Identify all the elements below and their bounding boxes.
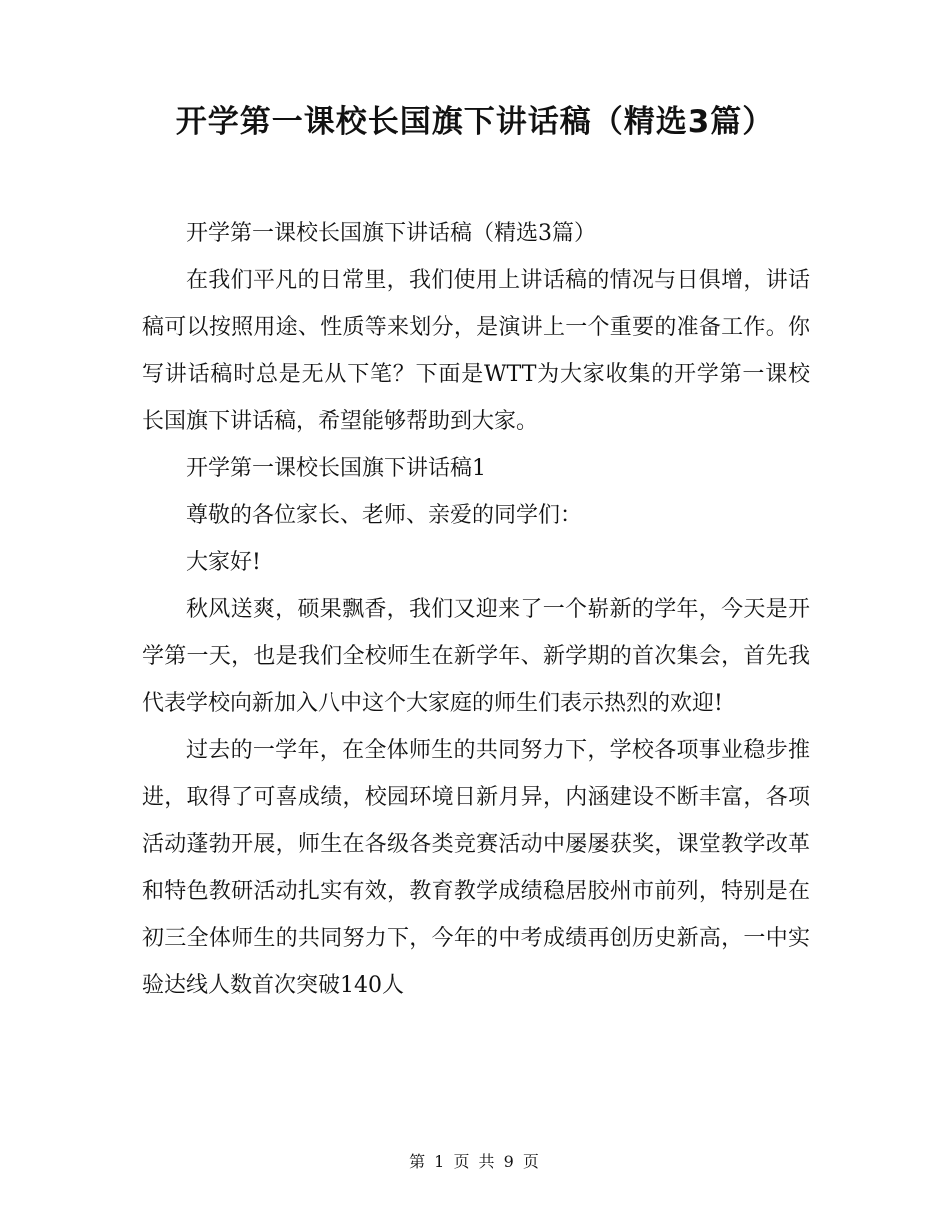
paragraph-intro: 在我们平凡的日常里，我们使用上讲话稿的情况与日俱增，讲话稿可以按照用途、性质等来划分，是演讲上一个重要的准备工作。你写讲话稿时总是无从下笔？下面是WTT为大家收集的开学第一课校长国旗下讲话稿，希望能够帮助到大家。: [142, 268, 810, 434]
paragraph-greeting: 大家好!: [186, 550, 261, 575]
paragraph-subtitle: 开学第一课校长国旗下讲话稿（精选3篇）: [186, 221, 596, 246]
paragraph-salutation: 尊敬的各位家长、老师、亲爱的同学们：: [186, 503, 583, 528]
paragraph-review: 过去的一学年，在全体师生的共同努力下，学校各项事业稳步推进，取得了可喜成绩，校园环境日新月异，内涵建设不断丰富，各项活动蓬勃开展，师生在各级各类竞赛活动中屡屡获奖，课堂教学改革和特色教研活动扎实有效，教育教学成绩稳居胶州市前列，特别是在初三全体师生的共同努力下，今年的中考成绩再创历史新高，一中实验达线人数首次突破140人: [142, 738, 810, 998]
page-title: 开学第一课校长国旗下讲话稿（精选3篇）: [175, 104, 775, 140]
section-heading: 开学第一课校长国旗下讲话稿1: [186, 456, 486, 481]
page-number-footer: 第 1 页 共 9 页: [409, 1152, 541, 1171]
document-body: [142, 210, 810, 1009]
paragraph-welcome: 秋风送爽，硕果飘香，我们又迎来了一个崭新的学年，今天是开学第一天，也是我们全校师生在新学年、新学期的首次集会，首先我代表学校向新加入八中这个大家庭的师生们表示热烈的欢迎!: [142, 597, 810, 716]
